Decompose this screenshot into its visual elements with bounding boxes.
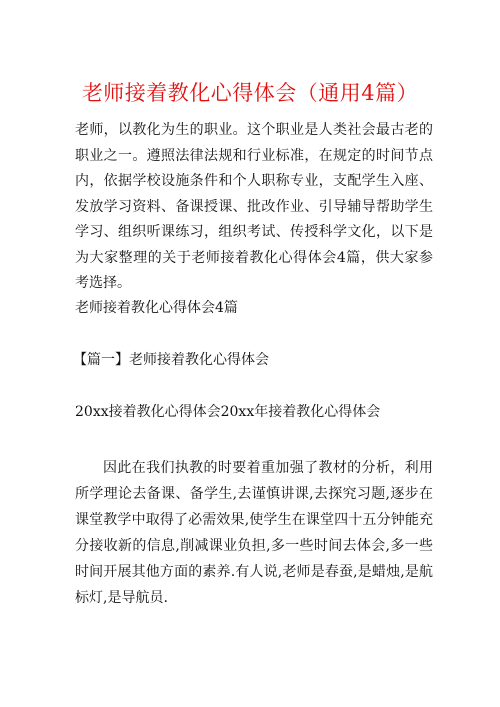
intro-paragraph: 老师，以教化为生的职业。这个职业是人类社会最古老的职业之一。遵照法律法规和行业标准，在规定的时间节点内，依据学校设施条件和个人职称专业，支配学生入座、发放学习资料、备课授课、批改作业、引导辅导帮助学生学习、组织听课练习，组织考试、传授科学文化，以下是为大家整理的关于老师接着教化心得体会4篇，供大家参考选择。 [75,122,433,291]
document-title: 老师接着教化心得体会（通用4篇） [81,81,419,105]
sub-heading: 20xx接着教化心得体会20xx年接着教化心得体会 [75,404,381,420]
body-paragraph: 因此在我们执教的时要着重加强了教材的分析，利用所学理论去备课、备学生,去谨慎讲课,去探究习题,逐步在课堂教学中取得了必需效果,使学生在课堂四十五分钟能充分接收新的信息,削减课业负担,多一些时间去体会,多一些时间开展其他方面的素养.有人说,老师是春蚕,是蜡烛,是航标灯,是导航员. [75,460,433,606]
part-heading: 【篇一】老师接着教化心得体会 [73,352,269,368]
section-heading: 老师接着教化心得体会4篇 [75,300,238,316]
